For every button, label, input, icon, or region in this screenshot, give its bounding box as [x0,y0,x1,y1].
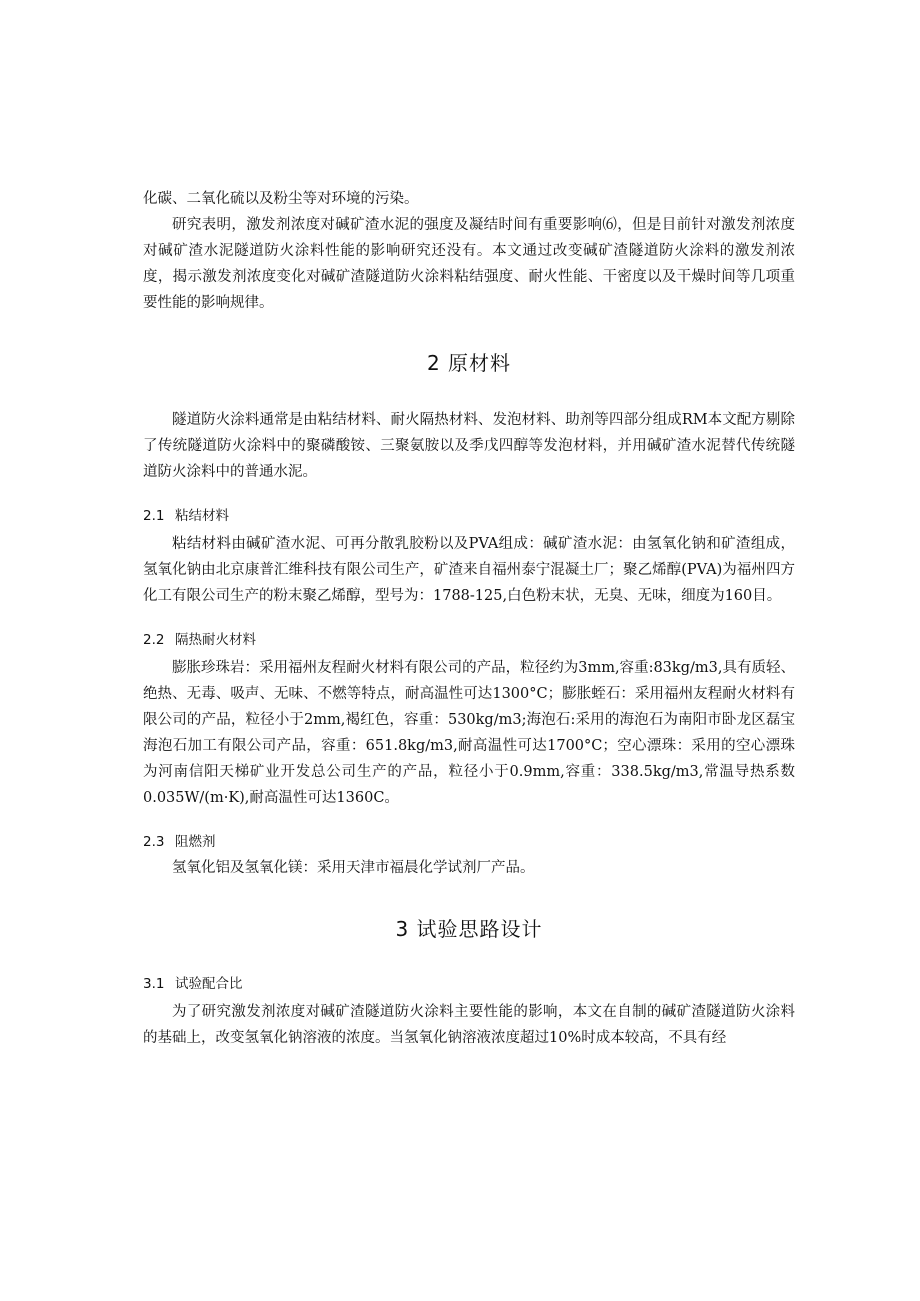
section-2-heading: 2 原材料 [426,351,512,375]
subsection-title: 阻燃剂 [175,834,216,850]
subsection-number: 2.1 [143,508,165,524]
subsection-2-2-body: 膨胀珍珠岩：采用福州友程耐火材料有限公司的产品，粒径约为3mm,容重:83kg∕m3,具有质轻、绝热、无毒、吸声、无味、不燃等特点，耐高温性可达1300°C；膨胀蛭石：采用福州友程耐火材料有限公司的产品，粒径小于2mm,褐红色，容重：530kg∕m3;海泡石:采用的海泡石为南阳市卧龙区磊宝海泡石加工有限公司产品，容重：651.8kg∕m3,耐高温性可达1700°C；空心漂珠：采用的空心漂珠为河南信阳天梯矿业开发总公司生产的产品，粒径小于0.9mm,容重：338.5kg∕m3,常温导热系数0.035W/(m·K),耐高温性可达1360C。 [143,660,795,806]
subsection-title: 粘结材料 [175,508,229,524]
subsection-2-3-body: 氢氧化铝及氢氧化镁：采用天津市福晨化学试剂厂产品。 [172,860,535,876]
subsection-number: 2.2 [143,632,165,648]
subsection-number: 3.1 [143,976,165,992]
document-body [143,186,795,1051]
subsection-title: 隔热耐火材料 [175,632,256,648]
subsection-3-1-heading [143,973,795,995]
intro-paragraph-tail: 化碳、二氧化硫以及粉尘等对环境的污染。 [143,191,419,207]
subsection-3-1-body: 为了研究激发剂浓度对碱矿渣隧道防火涂料主要性能的影响，本文在自制的碱矿渣隧道防火涂料的基础上，改变氢氧化钠溶液的浓度。当氢氧化钠溶液浓度超过10%时成本较高，不具有经 [143,1004,795,1046]
section-2-intro: 隧道防火涂料通常是由粘结材料、耐火隔热材料、发泡材料、助剂等四部分组成RM本文配方剔除了传统隧道防火涂料中的聚磷酸铵、三聚氨胺以及季戊四醇等发泡材料，并用碱矿渣水泥替代传统隧道防火涂料中的普通水泥。 [143,412,795,480]
subsection-title: 试验配合比 [175,976,243,992]
subsection-2-2-heading [143,629,795,651]
subsection-2-1-body: 粘结材料由碱矿渣水泥、可再分散乳胶粉以及PVA组成：碱矿渣水泥：由氢氧化钠和矿渣组成，氢氧化钠由北京康普汇维科技有限公司生产，矿渣来自福州泰宁混凝土厂；聚乙烯醇(PVA)为福州四方化工有限公司生产的粉末聚乙烯醇，型号为：1788-125,白色粉末状，无臭、无味，细度为160目。 [143,536,795,604]
subsection-2-3-heading [143,831,795,853]
section-3-heading: 3 试验思路设计 [395,917,543,941]
subsection-2-1-heading [143,505,795,527]
subsection-number: 2.3 [143,834,165,850]
intro-paragraph: 研究表明，激发剂浓度对碱矿渣水泥的强度及凝结时间有重要影响⑹，但是目前针对激发剂浓度对碱矿渣水泥隧道防火涂料性能的影响研究还没有。本文通过改变碱矿渣隧道防火涂料的激发剂浓度，揭示激发剂浓度变化对碱矿渣隧道防火涂料粘结强度、耐火性能、干密度以及干燥时间等几项重要性能的影响规律。 [143,217,795,311]
